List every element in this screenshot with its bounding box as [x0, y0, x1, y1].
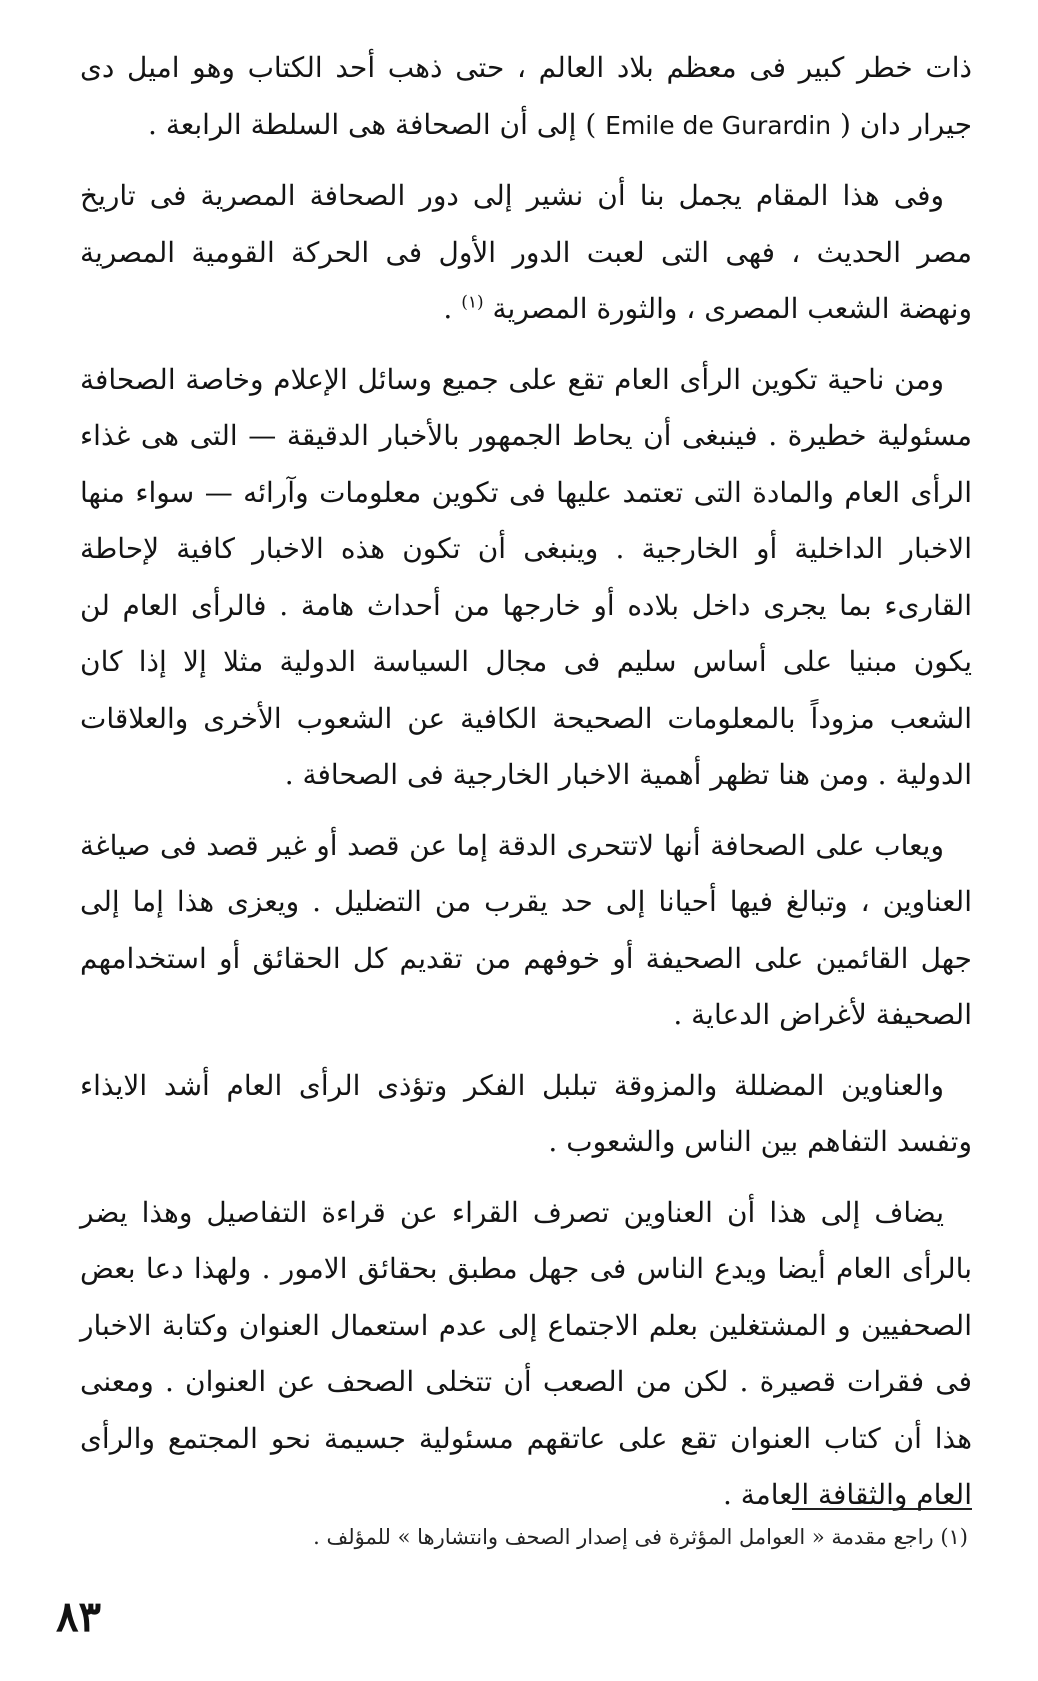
- footnote-divider: [792, 1508, 972, 1510]
- latin-name: Emile de Gurardin: [605, 110, 832, 140]
- footnote: (١) راجع مقدمة « العوامل المؤثرة فى إصدار الصحف وانتشارها » للمؤلف .: [313, 1525, 968, 1549]
- paragraph-1-tail: ) إلى أن الصحافة هى السلطة الرابعة .: [148, 107, 597, 141]
- paragraph-3: ومن ناحية تكوين الرأى العام تقع على جميع وسائل الإعلام وخاصة الصحافة مسئولية خطيرة . فينبغى أن يحاط الجمهور بالأخبار الدقيقة — التى هى غذاء الرأى العام والمادة التى تعتمد عليها فى تكوين معلومات وآرائه — سواء منها الاخبار الداخلية أو الخارجية . وينبغى أن تكون هذه الاخبار كافية لإحاطة القارىء بما يجرى داخل بلاده أو خارجها من أحداث هامة . فالرأى العام لن يكون مبنيا على أساس سليم فى مجال السياسة الدولية مثلا إلا إذا كان الشعب مزوداً بالمعلومات الصحيحة الكافية عن الشعوب الأخرى والعلاقات الدولية . ومن هنا تظهر أهمية الاخبار الخارجية فى الصحافة .: [80, 362, 972, 791]
- paragraph-4: ويعاب على الصحافة أنها لاتتحرى الدقة إما عن قصد أو غير قصد فى صياغة العناوين ، وتبالغ فيها أحيانا إلى حد يقرب من التضليل . ويعزى هذا إما إلى جهل القائمين على الصحيفة أو خوفهم من تقديم كل الحقائق أو استخدامهم الصحيفة لأغراض الدعاية .: [80, 828, 972, 1031]
- paragraph-2-tail: .: [443, 292, 453, 325]
- body-text: [80, 40, 972, 1538]
- page-number: ٨٣: [56, 1592, 102, 1641]
- paragraph-1-text: ذات خطر كبير فى معظم بلاد العالم ، حتى ذهب أحد الكتاب وهو اميل دى جيرار دان (: [80, 51, 972, 141]
- paragraph-6: يضاف إلى هذا أن العناوين تصرف القراء عن قراءة التفاصيل وهذا يضر بالرأى العام أيضا ويدع الناس فى جهل مطبق بحقائق الامور . ولهذا دعا بعض الصحفيين و المشتغلين بعلم الاجتماع إلى عدم استعمال العنوان وكتابة الاخبار فى فقرات قصيرة . لكن من الصعب أن تتخلى الصحف عن العنوان . ومعنى هذا أن كتاب العنوان تقع على عاتقهم مسئولية جسيمة نحو المجتمع والرأى العام والثقافة العامة .: [80, 1195, 973, 1511]
- paragraph-1: [80, 40, 972, 154]
- paragraph-2: [80, 168, 972, 338]
- footnote-reference: (١): [461, 292, 484, 313]
- paragraph-5: والعناوين المضللة والمزوقة تبلبل الفكر وتؤذى الرأى العام أشد الايذاء وتفسد التفاهم بين الناس والشعوب .: [80, 1068, 972, 1158]
- paragraph-2-text: وفى هذا المقام يجمل بنا أن نشير إلى دور الصحافة المصرية فى تاريخ مصر الحديث ، فهى التى لعبت الدور الأول فى الحركة القومية المصرية ونهضة الشعب المصرى ، والثورة المصرية: [80, 179, 972, 325]
